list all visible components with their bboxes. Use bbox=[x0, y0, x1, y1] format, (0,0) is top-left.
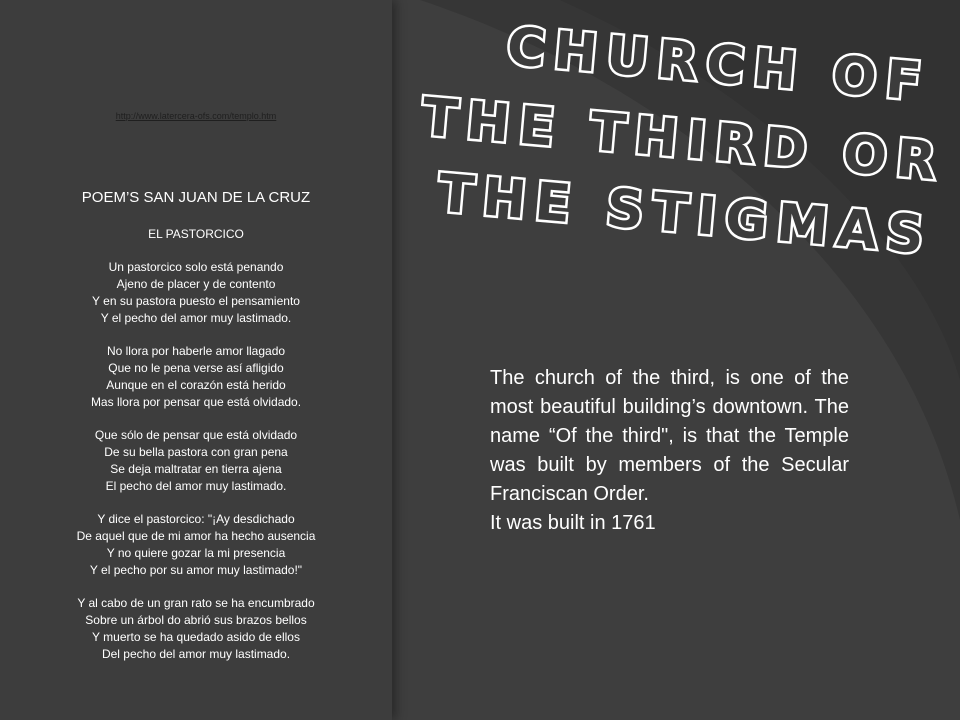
poem-line: Sobre un árbol do abrió sus brazos bellos bbox=[85, 613, 307, 627]
poem-line: Y no quiere gozar la mi presencia bbox=[106, 546, 286, 560]
poem-line: De aquel que de mi amor ha hecho ausencia bbox=[76, 529, 316, 543]
heading-line-2: THE THIRD OR bbox=[419, 87, 948, 193]
poem-line: Y muerto se ha quedado asido de ellos bbox=[92, 630, 300, 644]
poem-line: Se deja maltratar en tierra ajena bbox=[110, 462, 282, 476]
poem-line: De su bella pastora con gran pena bbox=[104, 445, 288, 459]
poem-line: Ajeno de placer y de contento bbox=[116, 277, 276, 291]
poem bbox=[0, 188, 392, 679]
description-year: It was built in 1761 bbox=[490, 512, 656, 534]
poem-subtitle: EL PASTORCICO bbox=[148, 227, 244, 241]
poem-line: Que no le pena verse así afligido bbox=[108, 361, 284, 375]
poem-stanza bbox=[0, 427, 392, 495]
poem-line: Aunque en el corazón está herido bbox=[106, 378, 286, 392]
poem-line: Que sólo de pensar que está olvidado bbox=[94, 428, 298, 442]
poem-stanzas bbox=[0, 259, 392, 663]
poem-line: No llora por haberle amor llagado bbox=[106, 344, 286, 358]
poem-line: El pecho del amor muy lastimado. bbox=[105, 479, 287, 493]
poem-stanza bbox=[0, 511, 392, 579]
description bbox=[490, 364, 849, 538]
heading-line-3: THE STIGMAS bbox=[435, 163, 936, 267]
poem-stanza bbox=[0, 595, 392, 663]
poem-panel bbox=[0, 0, 392, 720]
slide-heading bbox=[419, 16, 948, 272]
heading-line-1: CHURCH OF bbox=[504, 16, 933, 114]
source-link[interactable]: http://www.latercera-ofs.com/templo.htm bbox=[115, 111, 277, 121]
poem-line: Mas llora por pensar que está olvidado. bbox=[90, 395, 302, 409]
poem-line: Y el pecho del amor muy lastimado. bbox=[100, 311, 292, 325]
poem-line: Y el pecho por su amor muy lastimado!" bbox=[89, 563, 303, 577]
poem-line: Y al cabo de un gran rato se ha encumbrado bbox=[77, 596, 315, 610]
poem-line: Y dice el pastorcico: "¡Ay desdichado bbox=[97, 512, 295, 526]
poem-stanza bbox=[0, 343, 392, 411]
description-paragraph: The church of the third, is one of the most beautiful building’s downtown. The name “Of the third", is that the Temple was built by members of the Secular Franciscan Order. bbox=[490, 367, 849, 505]
poem-stanza bbox=[0, 259, 392, 327]
poem-line: Un pastorcico solo está penando bbox=[108, 260, 284, 274]
poem-line: Del pecho del amor muy lastimado. bbox=[101, 647, 291, 661]
poem-line: Y en su pastora puesto el pensamiento bbox=[92, 294, 300, 308]
poem-title: POEM’S SAN JUAN DE LA CRUZ bbox=[81, 189, 311, 206]
